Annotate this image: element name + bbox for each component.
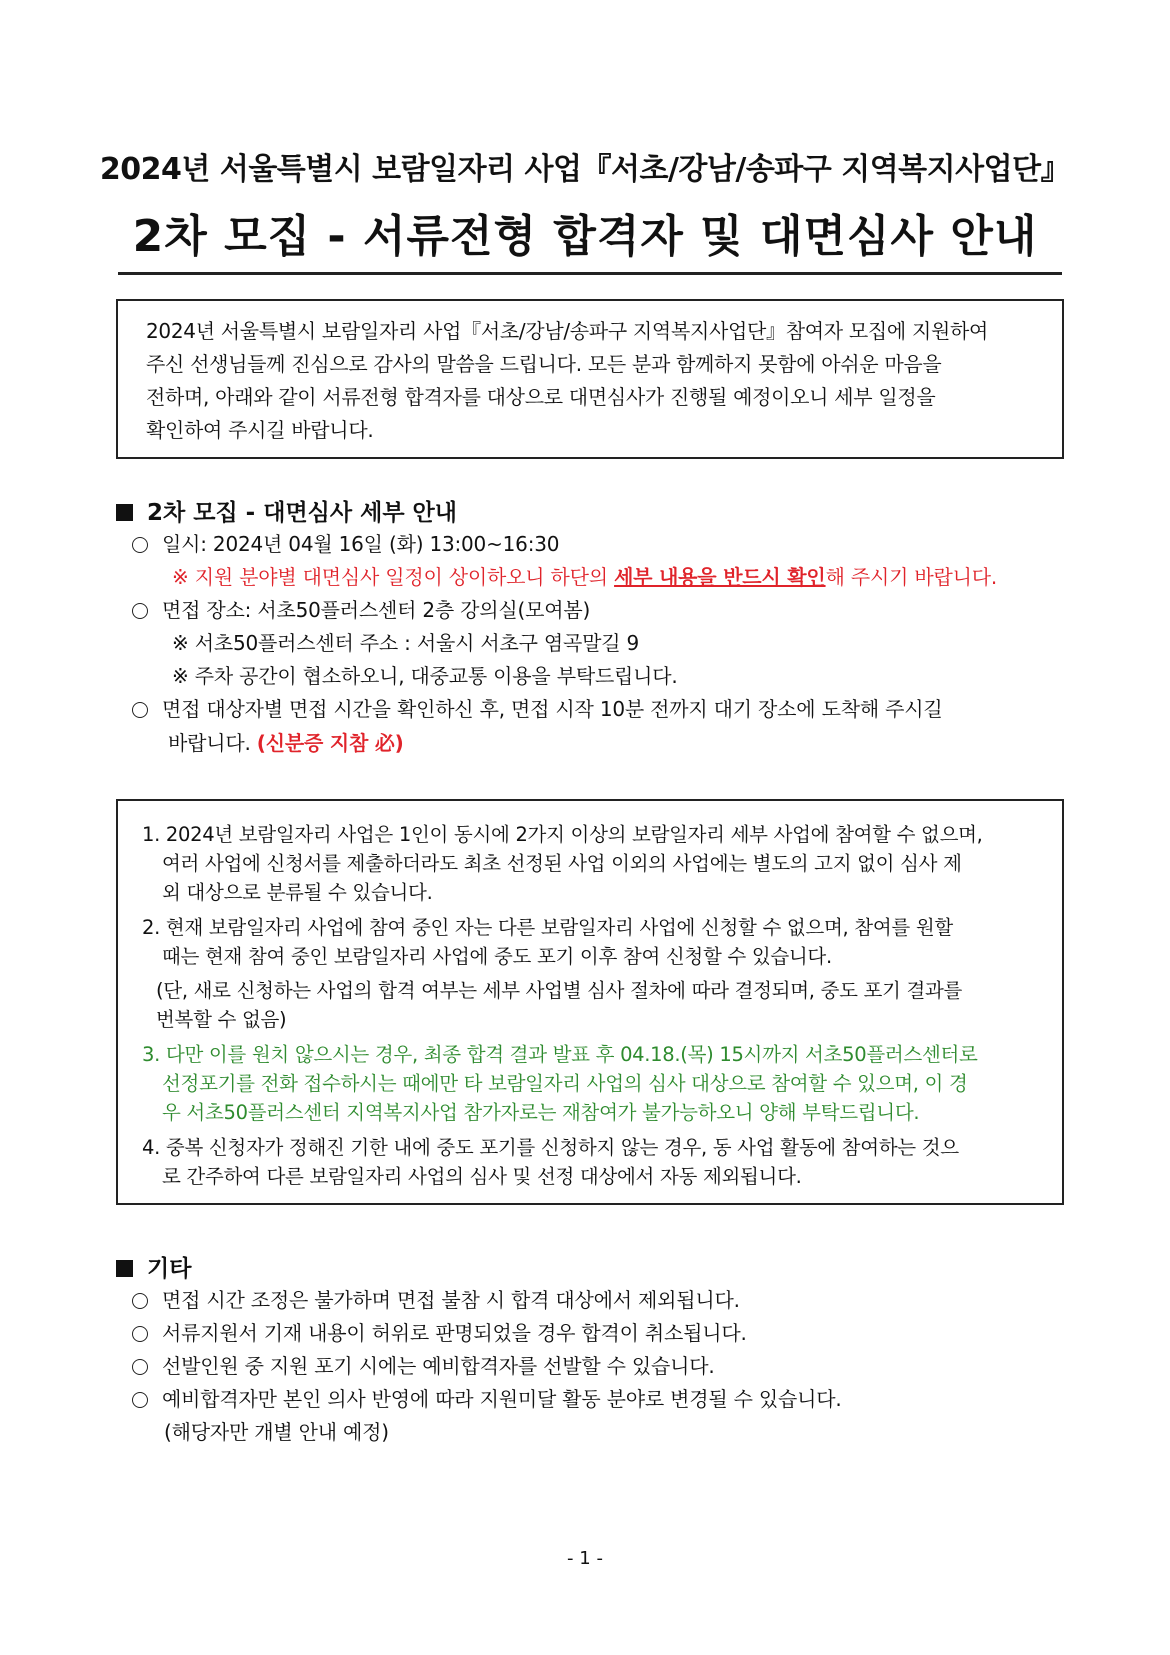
circle-bullet-icon — [132, 1392, 148, 1408]
other-item-text: 예비합격자만 본인 의사 반영에 따라 지원미달 활동 분야로 변경될 수 있습니다. — [162, 1387, 842, 1411]
note-2-line: 2. 현재 보람일자리 사업에 참여 중인 자는 다른 보람일자리 사업에 신청할 수 없으며, 참여를 원할 — [142, 916, 953, 939]
date-line — [132, 528, 559, 557]
note-1-line: 여러 사업에 신청서를 제출하더라도 최초 선정된 사업 이외의 사업에는 별도의 고지 없이 심사 제 — [162, 852, 962, 875]
note-4-line: 4. 중복 신청자가 정해진 기한 내에 중도 포기를 신청하지 않는 경우, 동 사업 활동에 참여하는 것으 — [142, 1136, 959, 1159]
note-2-line: 때는 현재 참여 중인 보람일자리 사업에 중도 포기 이후 참여 신청할 수 있습니다. — [162, 945, 832, 968]
document-title-line2: 2차 모집 - 서류전형 합격자 및 대면심사 안내 — [132, 211, 1038, 262]
id-card-note: (신분증 지참 必) — [256, 731, 404, 755]
place-note-parking: ※ 주차 공간이 협소하오니, 대중교통 이용을 부탁드립니다. — [172, 664, 678, 688]
time-text: 면접 대상자별 면접 시간을 확인하신 후, 면접 시작 10분 전까지 대기 장소에 도착해 주시길 — [162, 697, 943, 721]
note-2-line: (단, 새로 신청하는 사업의 합격 여부는 세부 사업별 심사 절차에 따라 결정되며, 중도 포기 결과를 — [156, 979, 963, 1002]
note-1-line: 1. 2024년 보람일자리 사업은 1인이 동시에 2가지 이상의 보람일자리 세부 사업에 참여할 수 없으며, — [142, 823, 983, 846]
date-note — [172, 561, 997, 590]
date-note-emphasis: 세부 내용을 반드시 확인 — [614, 565, 826, 589]
note-3-line: 선정포기를 전화 접수하시는 때에만 타 보람일자리 사업의 심사 대상으로 참여할 수 있으며, 이 경 — [162, 1072, 968, 1095]
note-3-line: 3. 다만 이를 원치 않으시는 경우, 최종 합격 결과 발표 후 04.18.(목) 15시까지 서초50플러스센터로 — [142, 1043, 978, 1066]
circle-bullet-icon — [132, 603, 148, 619]
circle-bullet-icon — [132, 1293, 148, 1309]
other-item — [132, 1383, 842, 1412]
other-item-text: 면접 시간 조정은 불가하며 면접 불참 시 합격 대상에서 제외됩니다. — [162, 1288, 740, 1312]
note-4-line: 로 간주하여 다른 보람일자리 사업의 심사 및 선정 대상에서 자동 제외됩니다. — [162, 1165, 802, 1188]
place-text: 면접 장소: 서초50플러스센터 2층 강의실(모여봄) — [162, 598, 591, 622]
note-1-line: 외 대상으로 분류될 수 있습니다. — [162, 881, 433, 904]
intro-line: 2024년 서울특별시 보람일자리 사업『서초/강남/송파구 지역복지사업단』참여자 모집에 지원하여 — [146, 319, 989, 343]
circle-bullet-icon — [132, 1359, 148, 1375]
time-line — [132, 693, 942, 722]
intro-box — [116, 299, 1064, 459]
date-note-text: ※ 지원 분야별 대면심사 일정이 상이하오니 하단의 — [172, 565, 615, 589]
other-item-sub: (해당자만 개별 안내 예정) — [164, 1420, 389, 1444]
time-text-cont: 바랍니다. — [168, 731, 257, 755]
date-note-text-end: 해 주시기 바랍니다. — [825, 565, 997, 589]
intro-line: 확인하여 주시길 바랍니다. — [146, 418, 374, 442]
title-divider — [118, 272, 1062, 275]
page-number: - 1 - — [567, 1548, 603, 1569]
square-bullet-icon — [116, 1260, 133, 1277]
note-2-line: 번복할 수 없음) — [156, 1008, 287, 1031]
other-item — [132, 1350, 715, 1379]
other-item-text: 선발인원 중 지원 포기 시에는 예비합격자를 선발할 수 있습니다. — [162, 1354, 715, 1378]
circle-bullet-icon — [132, 702, 148, 718]
document-title-line1: 2024년 서울특별시 보람일자리 사업『서초/강남/송파구 지역복지사업단』 — [99, 152, 1071, 187]
section-heading-text: 기타 — [147, 1256, 192, 1282]
date-text: 일시: 2024년 04월 16일 (화) 13:00~16:30 — [162, 532, 560, 556]
intro-line: 주신 선생님들께 진심으로 감사의 말씀을 드립니다. 모든 분과 함께하지 못함에 아쉬운 마음을 — [146, 352, 942, 376]
place-line — [132, 594, 590, 623]
circle-bullet-icon — [132, 537, 148, 553]
time-line-cont — [168, 727, 404, 756]
section-heading-interview — [116, 494, 457, 527]
other-item — [132, 1284, 740, 1313]
square-bullet-icon — [116, 504, 133, 521]
circle-bullet-icon — [132, 1326, 148, 1342]
other-item-text: 서류지원서 기재 내용이 허위로 판명되었을 경우 합격이 취소됩니다. — [162, 1321, 747, 1345]
other-item — [132, 1317, 747, 1346]
notes-box — [116, 799, 1064, 1205]
place-note-address: ※ 서초50플러스센터 주소 : 서울시 서초구 염곡말길 9 — [172, 631, 640, 655]
intro-line: 전하며, 아래와 같이 서류전형 합격자를 대상으로 대면심사가 진행될 예정이오니 세부 일정을 — [146, 385, 936, 409]
note-3-line: 우 서초50플러스센터 지역복지사업 참가자로는 재참여가 불가능하오니 양해 부탁드립니다. — [162, 1101, 920, 1124]
section-heading-text: 2차 모집 - 대면심사 세부 안내 — [147, 500, 457, 526]
section-heading-other — [116, 1250, 191, 1283]
